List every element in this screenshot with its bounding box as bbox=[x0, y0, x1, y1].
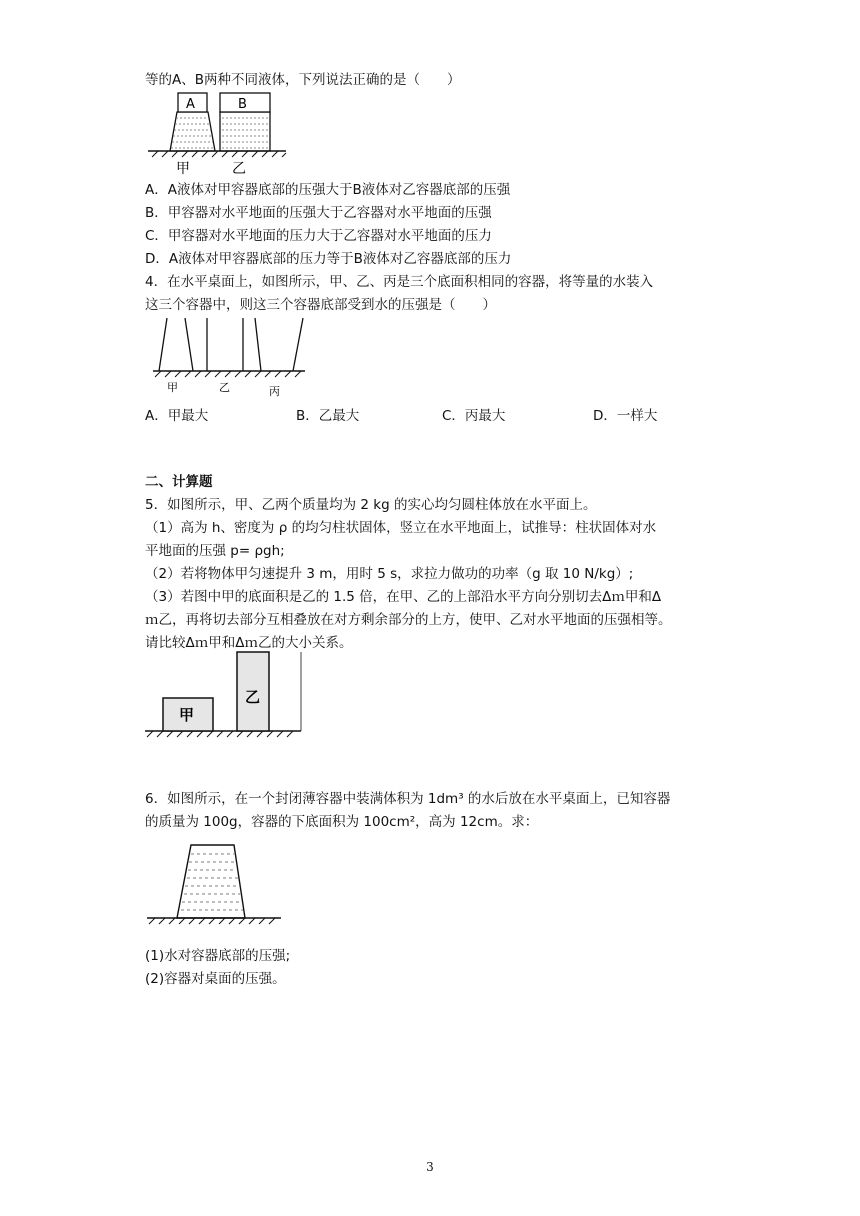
q3-label-a: A bbox=[186, 97, 195, 112]
q3-option-b: B．甲容器对水平地面的压强大于乙容器对水平地面的压强 bbox=[145, 205, 492, 221]
q6-line2: 的质量为 100g，容器的下底面积为 100cm²，高为 12cm。求： bbox=[145, 814, 539, 830]
q3-option-a: A．A液体对甲容器底部的压强大于B液体对乙容器底部的压强 bbox=[145, 182, 511, 198]
q5-line2: （1）高为 h、密度为 ρ 的均匀柱状固体，竖立在水平地面上，试推导：柱状固体对水 bbox=[145, 520, 657, 536]
section-title: 二、计算题 bbox=[145, 474, 213, 490]
q4-option-d: D．一样大 bbox=[593, 408, 658, 424]
q4-label-bing: 丙 bbox=[269, 385, 280, 398]
q6-sub2: (2)容器对桌面的压强。 bbox=[145, 971, 286, 987]
q4-label-yi: 乙 bbox=[219, 381, 230, 394]
q3-option-d: D．A液体对甲容器底部的压力等于B液体对乙容器底部的压力 bbox=[145, 251, 512, 267]
q5-line4: （2）若将物体甲匀速提升 3 m，用时 5 s，求拉力做功的功率（g 取 10 N/kg）; bbox=[145, 566, 634, 582]
q6-sub1: (1)水对容器底部的压强; bbox=[145, 948, 291, 964]
q6-figure bbox=[145, 840, 285, 930]
q4-figure bbox=[145, 315, 310, 400]
q5-line3: 平地面的压强 p= ρgh; bbox=[145, 543, 285, 559]
q5-line5: （3）若图中甲的底面积是乙的 1.5 倍，在甲、乙的上部沿水平方向分别切去Δｍ甲和Δ bbox=[145, 589, 662, 605]
q3-figure bbox=[140, 88, 290, 178]
page-number: 3 bbox=[426, 1160, 434, 1174]
q3-label-b: B bbox=[238, 97, 247, 112]
q5-label-jia: 甲 bbox=[179, 706, 195, 724]
q4-label-jia: 甲 bbox=[167, 381, 178, 394]
q5-label-yi: 乙 bbox=[245, 688, 261, 706]
q6-line1: 6．如图所示，在一个封闭薄容器中装满体积为 1dm³ 的水后放在水平桌面上，已知容器 bbox=[145, 791, 671, 807]
q4-option-c: C．丙最大 bbox=[442, 408, 506, 424]
q3-label-yi: 乙 bbox=[232, 161, 246, 177]
q5-line1: 5．如图所示，甲、乙两个质量均为 2 kg 的实心均匀圆柱体放在水平面上。 bbox=[145, 497, 597, 513]
q5-line7: 请比较Δｍ甲和Δｍ乙的大小关系。 bbox=[145, 635, 353, 651]
q5-line6: ｍ乙，再将切去部分互相叠放在对方剩余部分的上方，使甲、乙对水平地面的压强相等。 bbox=[145, 612, 672, 628]
q5-figure bbox=[143, 650, 308, 742]
q3-label-jia: 甲 bbox=[176, 161, 190, 177]
q4-line1: 4．在水平桌面上，如图所示，甲、乙、丙是三个底面积相同的容器，将等量的水装入 bbox=[145, 274, 654, 290]
q4-option-a: A．甲最大 bbox=[145, 408, 209, 424]
q3-option-c: C．甲容器对水平地面的压力大于乙容器对水平地面的压力 bbox=[145, 228, 492, 244]
q3-intro: 等的A、B两种不同液体，下列说法正确的是（ ） bbox=[145, 72, 461, 88]
q4-option-b: B．乙最大 bbox=[296, 408, 360, 424]
q4-line2: 这三个容器中，则这三个容器底部受到水的压强是（ ） bbox=[145, 297, 496, 313]
